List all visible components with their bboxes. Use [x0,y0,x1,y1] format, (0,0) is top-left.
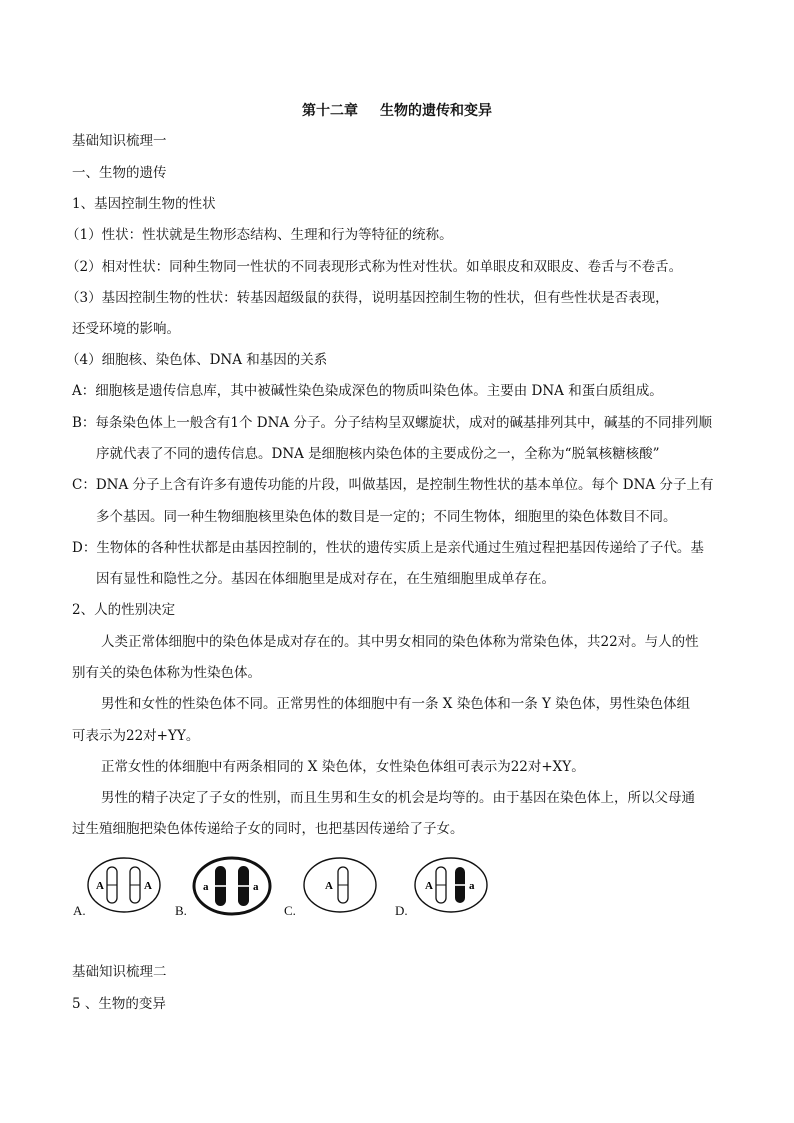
page-title [302,102,492,120]
figure-c-cell [302,856,378,914]
figure-d-gene-right: a [469,880,475,892]
sex-para-2-line-1: 男性和女性的性染色体不同。正常男性的体细胞中有一条 X 染色体和一条 Y 染色体，男性染色体组 [101,696,691,712]
figure-d-cell [413,856,489,914]
paragraph-4: （4）细胞核、染色体、DNA 和基因的关系 [66,352,328,368]
sex-para-4-line-1: 男性的精子决定了子女的性别，而且生男和生女的机会是均等的。由于基因在染色体上，所以父母通 [101,790,695,806]
section-heading-2: 基础知识梳理二 [72,964,167,980]
sex-para-1-line-2: 别有关的染色体称为性染色体。 [72,665,261,681]
paragraph-3-line-1: （3）基因控制生物的性状：转基因超级鼠的获得，说明基因控制生物的性状，但有些性状是否表现， [66,290,669,306]
part-heading-inheritance: 一、生物的遗传 [72,165,167,181]
figure-a-label: A. [73,903,86,918]
figure-d-gene-left: A [425,880,433,892]
figure-b-gene-right: a [253,881,259,893]
paragraph-2: （2）相对性状：同种生物同一性状的不同表现形式称为性对性状。如单眼皮和双眼皮、卷舌与不卷舌。 [66,259,683,275]
sex-para-3: 正常女性的体细胞中有两条相同的 X 染色体，女性染色体组可表示为22对+XY。 [101,759,585,775]
chapter-number: 第十二章 [302,103,358,119]
figure-a-cell [86,856,162,914]
figure-d-label: D. [395,903,408,918]
figure-a-gene-right: A [144,880,152,892]
figure-b-cell [192,856,272,916]
sex-para-2-line-2: 可表示为22对+YY。 [72,728,200,744]
section-heading-1: 基础知识梳理一 [72,133,167,149]
point-b-line-2: 序就代表了不同的遗传信息。DNA 是细胞核内染色体的主要成份之一，全称为“脱氧核糖核酸” [96,446,660,462]
chapter-title: 生物的遗传和变异 [380,103,492,119]
figure-b-label: B. [175,903,187,918]
point-c-line-2: 多个基因。同一种生物细胞核里染色体的数目是一定的；不同生物体，细胞里的染色体数目不同。 [96,509,677,525]
paragraph-1: （1）性状：性状就是生物形态结构、生理和行为等特征的统称。 [66,227,453,243]
point-c-line-1: C：DNA 分子上含有许多有遗传功能的片段，叫做基因，是控制生物性状的基本单位。每个 DNA 分子上有 [72,477,714,493]
item-heading-1: 1、基因控制生物的性状 [72,196,216,212]
figure-c-gene-left: A [325,880,333,892]
paragraph-3-line-2: 还受环境的影响。 [72,321,180,337]
point-d-line-1: D：生物体的各种性状都是由基因控制的，性状的遗传实质上是亲代通过生殖过程把基因传递给了子代。基 [72,540,704,556]
figure-b-gene-left: a [203,881,209,893]
item-heading-5: 5 、生物的变异 [72,996,166,1012]
sex-para-1-line-1: 人类正常体细胞中的染色体是成对存在的。其中男女相同的染色体称为常染色体，共22对。与人的性 [101,634,699,650]
item-heading-2: 2、人的性别决定 [72,602,176,618]
sex-para-4-line-2: 过生殖细胞把染色体传递给子女的同时，也把基因传递给了子女。 [72,821,464,837]
point-d-line-2: 因有显性和隐性之分。基因在体细胞里是成对存在，在生殖细胞里成单存在。 [96,571,555,587]
figure-c-label: C. [284,903,296,918]
figure-a-gene-left: A [96,880,104,892]
point-a: A：细胞核是遗传信息库，其中被碱性染色染成深色的物质叫染色体。主要由 DNA 和蛋白质组成。 [72,383,663,399]
point-b-line-1: B：每条染色体上一般含有1个 DNA 分子。分子结构呈双螺旋状，成对的碱基排列其中，碱基的不同排列顺 [72,415,712,431]
